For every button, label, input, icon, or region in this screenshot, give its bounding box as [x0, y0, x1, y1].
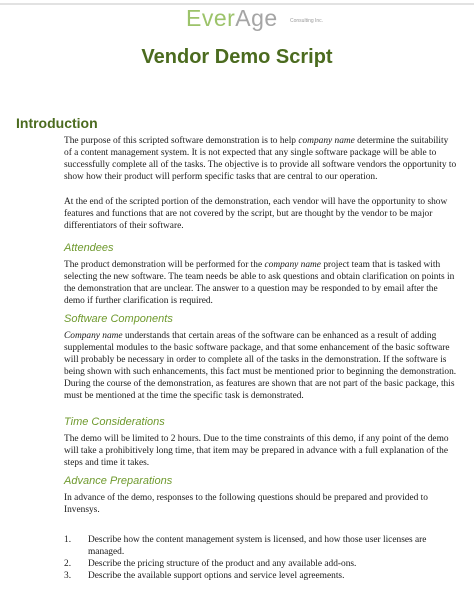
logo-tagline: Consulting Inc. [290, 18, 324, 24]
advance-preparations-paragraph: In advance of the demo, responses to the following questions should be prepared and provided to Invensys. [64, 493, 428, 515]
heading-introduction: Introduction [16, 115, 98, 131]
heading-software-components: Software Components [64, 313, 173, 325]
logo-text-part2: Age [235, 5, 278, 31]
heading-advance-preparations: Advance Preparations [64, 475, 173, 487]
logo-text-part1: Ever [186, 5, 236, 31]
time-considerations-paragraph: The demo will be limited to 2 hours. Due to the time constraints of this demo, if any point of the demo will take a prohibitively long time, that item may be prepared in advance with a full explanation of the steps and time it takes. [64, 434, 449, 468]
intro-paragraph-1: The purpose of this scripted software demonstration is to help company name determine the suitability of a content management system. It is not expected that any single software package will be able to successfully complete all of the tasks. The objective is to provide all software vendors the opportunity to show how their product will perform specific tasks that are central to our operation. [64, 136, 457, 182]
preparation-list [64, 534, 457, 582]
intro-paragraph-2: At the end of the scripted portion of the demonstration, each vendor will have the opportunity to show features and functions that are not covered by the script, but are thought by the vendor to be major differentiators of their software. [64, 197, 448, 231]
document-title: Vendor Demo Script [141, 46, 333, 68]
page-header [0, 3, 474, 35]
list-item: 3. Describe the available support options and service level agreements. [64, 571, 345, 581]
list-item: 2. Describe the pricing structure of the product and any available add-ons. [64, 559, 357, 569]
list-item: 1. Describe how the content management system is licensed, and how those user licenses are managed. [64, 535, 427, 557]
company-logo [186, 5, 278, 32]
heading-attendees: Attendees [64, 242, 114, 254]
software-components-paragraph: Company name understands that certain areas of the software can be enhanced as a result of adding supplemental modules to the basic software package, and that some enhancement of the basic software will probably be necessary in order to complete all of the tasks in the demonstration. If the software is being shown with such enhancements, this fact must be mentioned prior to beginning the demonstration. During the course of the demonstration, as features are shown that are not part of the basic package, this must be mentioned at the time the specific task is demonstrated. [64, 331, 457, 401]
attendees-paragraph: The product demonstration will be performed for the company name project team that is tasked with selecting the new software. The team needs be able to ask questions and obtain clarification on points in the demonstration that are unclear. The answer to a question may be responded to by email after the demo if further clarification is required. [64, 260, 455, 306]
heading-time-considerations: Time Considerations [64, 416, 165, 428]
